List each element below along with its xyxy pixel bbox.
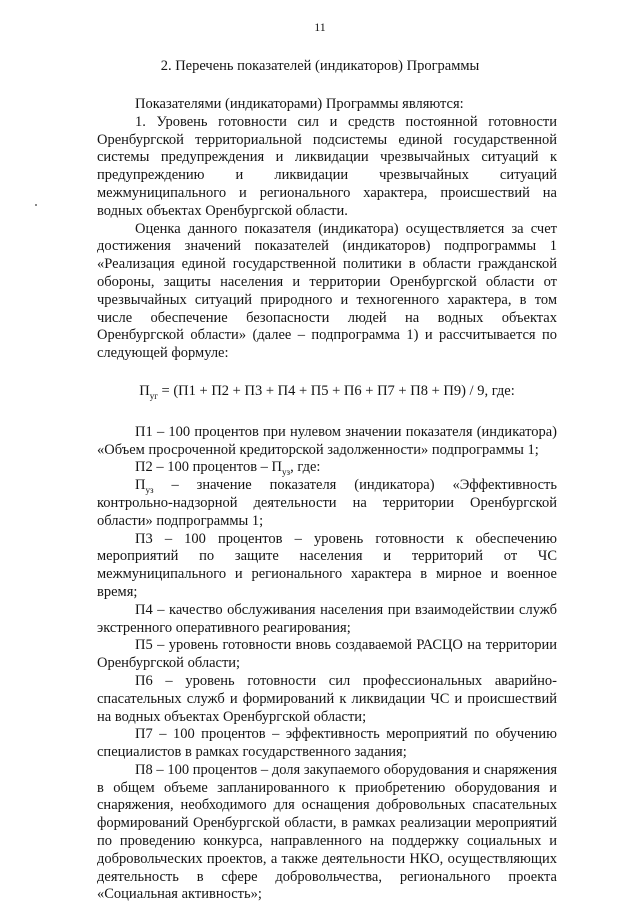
puz-lead: П <box>135 477 146 494</box>
p2-definition <box>97 459 557 477</box>
p8-definition: П8 – 100 процентов – доля закупаемого оборудования и снаряжения в общем объеме запланированного к приобретению оборудования и снаряжения, необходимого для оснащения добровольных спасательных формирований Оренбургской области, в рамках реализации мероприятий по проведению конкурса, направленного на поддержку социальных и добровольческих проектов, а также деятельности НКО, осуществляющих деятельность в сфере добровольчества, регионального проекта «Социальная активность»; <box>97 761 557 903</box>
page-number: 11 <box>314 20 326 34</box>
p4-definition: П4 – качество обслуживания населения при взаимодействии служб экстренного оперативного реагирования; <box>97 601 557 636</box>
p6-definition: П6 – уровень готовности сил профессиональных аварийно-спасательных служб и формирований к ликвидации ЧС и происшествий на водных объектах Оренбургской области; <box>97 672 557 725</box>
intro-paragraph: Показателями (индикаторами) Программы являются: <box>135 96 464 112</box>
assessment-paragraph: Оценка данного показателя (индикатора) осуществляется за счет достижения значений показателей (индикаторов) подпрограммы 1 «Реализация единой государственной политики в области гражданской обороны, защиты населения и территории Оренбургской области от чрезвычайных ситуаций природного и техногенного характера, в том числе обеспечение безопасности людей на водных объектах Оренбургской области» (далее – подпрограмма 1) и рассчитывается по следующей формуле: <box>97 220 557 362</box>
formula-lhs: П <box>139 382 150 399</box>
puz-subscript: уз <box>145 485 154 496</box>
p5-definition: П5 – уровень готовности вновь создаваемой РАСЦО на территории Оренбургской области; <box>97 637 557 672</box>
item-1-paragraph: 1. Уровень готовности сил и средств постоянной готовности Оренбургской территориальной подсистемы единой государственной системы предупреждения и ликвидации чрезвычайных ситуаций к предупреждению и ликвидации чрезвычайных ситуаций межмуниципального и регионального характера, происшествий на водных объектах Оренбургской области. <box>97 113 557 219</box>
section-heading: 2. Перечень показателей (индикаторов) Программы <box>160 58 480 74</box>
margin-mark <box>35 204 37 206</box>
puz-definition <box>97 477 557 530</box>
document-body <box>97 96 557 904</box>
formula <box>97 383 557 401</box>
formula-rhs: = (П1 + П2 + П3 + П4 + П5 + П6 + П7 + П8 + П9) / 9, где: <box>157 382 515 399</box>
formula-lhs-subscript: уг <box>149 390 158 401</box>
p3-definition: П3 – 100 процентов – уровень готовности к обеспечению мероприятий по защите населения и территорий от ЧС межмуниципального и регионального характера в мирное и военное время; <box>97 530 557 600</box>
p7-definition: П7 – 100 процентов – эффективность мероприятий по обучению специалистов в рамках государственного задания; <box>97 726 557 761</box>
p1-definition: П1 – 100 процентов при нулевом значении показателя (индикатора) «Объем просроченной кредиторской задолженности» подпрограммы 1; <box>97 423 557 458</box>
p2-text: П2 – 100 процентов – П <box>135 459 283 476</box>
p2-subscript: уз <box>282 467 291 478</box>
p2-tail: , где: <box>290 459 321 476</box>
puz-text: – значение показателя (индикатора) «Эффективность контрольно-надзорной деятельности на территории Оренбургской области» подпрограммы 1; <box>97 477 557 529</box>
